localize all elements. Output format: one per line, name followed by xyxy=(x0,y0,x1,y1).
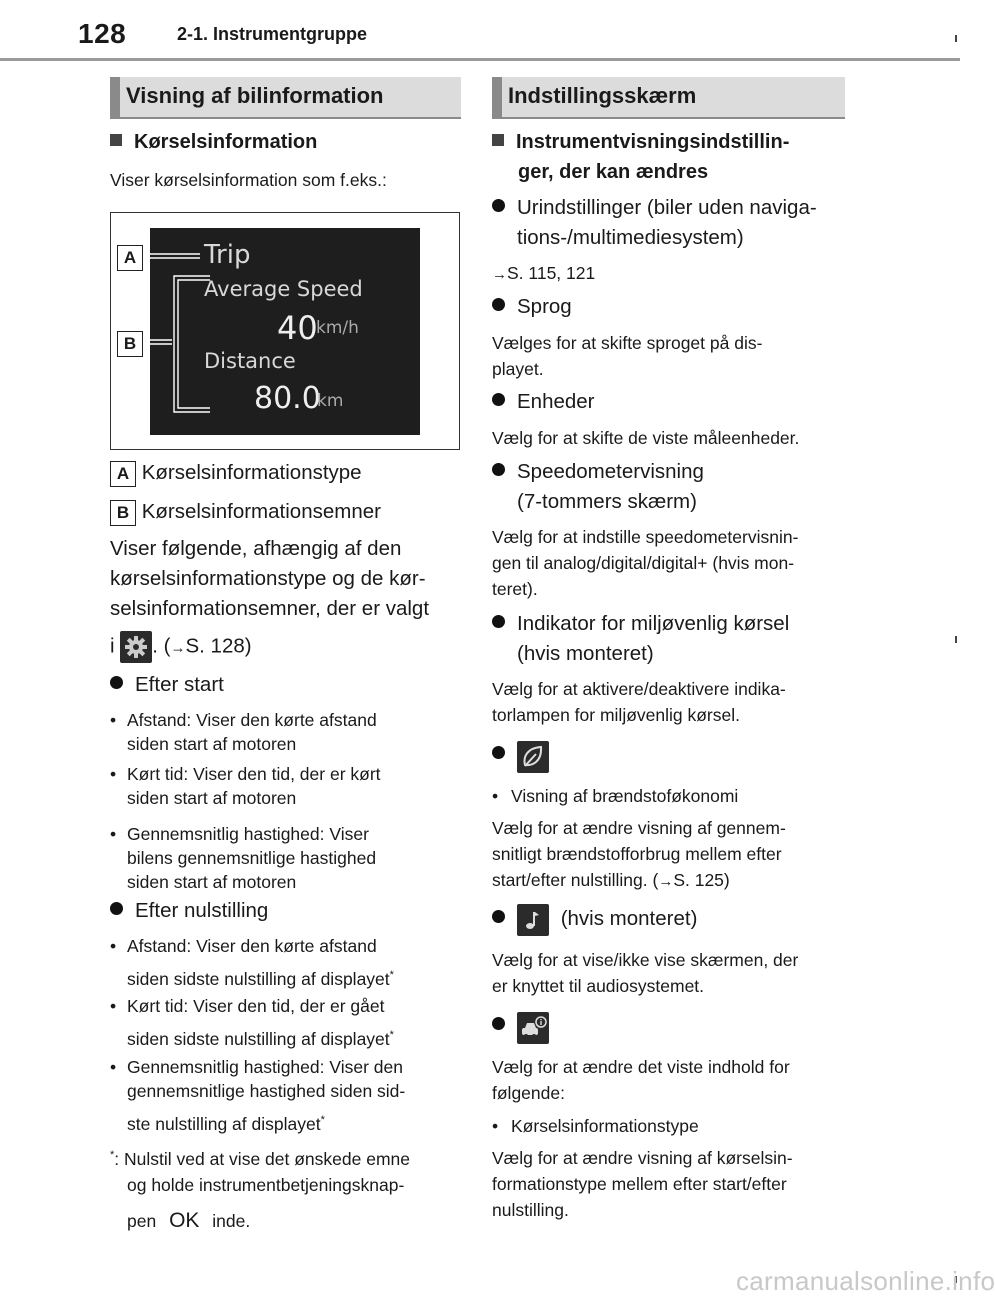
desc-line: torlampen for miljøvenlig kørsel. xyxy=(492,705,740,725)
desc-line: følgende: xyxy=(492,1083,565,1103)
bullet-eco-icon xyxy=(492,741,549,773)
bullet-label: Efter start xyxy=(135,673,224,696)
desc-line: formationstype mellem efter start/efter xyxy=(492,1174,787,1194)
item-line: gennemsnitlige hastighed siden sid- xyxy=(127,1081,406,1101)
desc-line: Vælges for at skifte sproget på dis- xyxy=(492,333,763,353)
bullet-label: tions-/multimediesystem) xyxy=(517,226,744,249)
subsection-label: ger, der kan ændres xyxy=(518,161,709,183)
bullet-icon xyxy=(492,199,505,212)
distance-unit: km xyxy=(317,391,344,411)
bullet-efter-nulstilling xyxy=(110,896,268,926)
para1-line2: kørselsinformationstype og de kør- xyxy=(110,567,426,590)
bullet-label: Urindstillinger (biler uden naviga- xyxy=(517,196,817,219)
para1-line1: Viser følgende, afhængig af den xyxy=(110,537,402,560)
bullet-icon xyxy=(492,615,505,628)
bullet-urindstillinger xyxy=(492,193,817,253)
para1-line4 xyxy=(110,631,252,663)
ok-button-icon: OK xyxy=(169,1208,200,1232)
bullet-label: (7-tommers skærm) xyxy=(517,490,697,513)
bullet-icon xyxy=(492,1017,505,1030)
bullet-label: (hvis monteret) xyxy=(560,907,698,931)
bullet-efter-start xyxy=(110,670,224,700)
bullet-label: Speedometervisning xyxy=(517,460,704,483)
bullet-label: Enheder xyxy=(517,390,595,413)
legend-b-text: Kørselsinformationsemner xyxy=(141,500,381,523)
bullet-icon xyxy=(492,393,505,406)
nulstil-item-3: • Gennemsnitlig hastighed: Viser den gennemsnitlige hastighed siden sid- ste nulstilling af displayet* xyxy=(110,1057,406,1134)
desc-line: nulstilling. xyxy=(492,1200,569,1220)
distance-label: Distance xyxy=(204,349,296,373)
desc-vehicle-info xyxy=(492,1054,790,1106)
callout-a: A xyxy=(117,245,143,271)
section-title-right: Indstillingsskærm xyxy=(492,77,845,119)
footnote-line: inde. xyxy=(212,1210,251,1231)
avg-speed-unit: km/h xyxy=(316,318,359,338)
item-line: Afstand: Viser den kørte afstand xyxy=(127,936,377,956)
desc-vehicle-info-2 xyxy=(492,1145,793,1223)
ref-urindstillinger xyxy=(492,260,595,288)
bullet-vehicle-info xyxy=(492,1012,549,1044)
arrow-icon: → xyxy=(170,639,186,657)
desc-line: snitligt brændstofforbrug mellem efter xyxy=(492,844,782,864)
text-fragment: . ( xyxy=(152,634,171,658)
eco-item: • Visning af brændstoføkonomi xyxy=(492,786,739,806)
avg-speed-label: Average Speed xyxy=(204,277,363,301)
watermark: carmanualsonline.info xyxy=(736,1266,995,1296)
bullet-icon xyxy=(492,298,505,311)
subsection-label: Instrumentvisningsindstillin- xyxy=(516,131,790,153)
trip-label: Trip xyxy=(204,240,251,270)
page-ref: S. 115, 121 xyxy=(507,263,596,283)
edge-mark xyxy=(955,35,957,42)
item-line: siden sidste nulstilling af displayet xyxy=(127,968,390,989)
desc-sprog xyxy=(492,330,762,382)
item-line: Kørselsinformationstype xyxy=(511,1116,699,1136)
bullet-icon xyxy=(110,676,123,689)
list-item: • Gennemsnitlig hastighed: Viser bilens gennemsnitlige hastighed siden start af motoren xyxy=(110,824,377,892)
desc-line: Vælg for at vise/ikke vise skærmen, der xyxy=(492,950,799,970)
page-number: 128 xyxy=(78,18,127,49)
item-line: Afstand: Viser den kørte afstand xyxy=(127,710,377,730)
bullet-label: Efter nulstilling xyxy=(135,899,269,922)
item-line: siden sidste nulstilling af displayet xyxy=(127,1028,390,1049)
asterisk: * xyxy=(389,1029,394,1041)
item-line: Visning af brændstoføkonomi xyxy=(511,786,739,806)
vehicle-info-icon xyxy=(517,1012,549,1044)
legend-b-box: B xyxy=(110,500,136,526)
desc-line: teret). xyxy=(492,579,538,599)
footnote-line: Nulstil ved at vise det ønskede emne xyxy=(124,1148,410,1169)
bullet-label: Indikator for miljøvenlig kørsel xyxy=(517,612,790,635)
asterisk: * xyxy=(110,1149,115,1161)
item-line: ste nulstilling af displayet xyxy=(127,1113,321,1134)
item-line: siden start af motoren xyxy=(127,734,297,754)
desc-eco-indicator xyxy=(492,676,786,728)
footnote-line: pen xyxy=(127,1210,157,1231)
intro-text: Viser kørselsinformation som f.eks.: xyxy=(110,170,387,190)
desc-line: start/efter nulstilling. ( xyxy=(492,870,659,890)
desc-speedometer xyxy=(492,524,798,602)
arrow-icon: → xyxy=(492,266,507,283)
item-line: Gennemsnitlig hastighed: Viser xyxy=(127,824,369,844)
nulstil-item-1: • Afstand: Viser den kørte afstand siden sidste nulstilling af displayet* xyxy=(110,936,394,989)
bullet-speedometer xyxy=(492,457,704,517)
desc-fuel-economy xyxy=(492,815,786,895)
desc-audio xyxy=(492,947,798,999)
avg-speed-value: 40 xyxy=(277,309,318,347)
section-title-left: Visning af bilinformation xyxy=(110,77,461,119)
legend-a-text: Kørselsinformationstype xyxy=(141,461,362,484)
desc-line: er knyttet til audiosystemet. xyxy=(492,976,705,996)
bullet-icon xyxy=(110,902,123,915)
item-line: Kørt tid: Viser den tid, der er kørt xyxy=(127,764,381,784)
legend-a xyxy=(110,458,362,488)
leaf-icon xyxy=(517,741,549,773)
bullet-icon xyxy=(492,463,505,476)
item-line: siden start af motoren xyxy=(127,788,297,808)
list-item: • Kørt tid: Viser den tid, der er kørt siden start af motoren xyxy=(110,764,381,808)
bullet-label: Sprog xyxy=(517,295,572,318)
bullet-eco-indicator xyxy=(492,609,789,669)
desc-line: Vælg for at indstille speedometervisnin- xyxy=(492,527,799,547)
bullet-audio xyxy=(492,904,697,936)
text-fragment: i xyxy=(110,634,115,658)
item-line: Kørt tid: Viser den tid, der er gået xyxy=(127,996,385,1016)
asterisk: * xyxy=(389,969,394,981)
footnote-line: og holde instrumentbetjeningsknap- xyxy=(127,1174,405,1195)
music-note-icon xyxy=(517,904,549,936)
header-divider xyxy=(0,58,960,61)
vehicle-info-item: • Kørselsinformationstype xyxy=(492,1116,699,1136)
desc-line: Vælg for at ændre visning af gennem- xyxy=(492,818,786,838)
subsection-title-right xyxy=(492,127,789,187)
gear-icon xyxy=(120,631,152,663)
chapter-title: 2-1. Instrumentgruppe xyxy=(177,24,368,44)
page-ref: S. 125) xyxy=(673,870,730,890)
desc-line: Vælg for at ændre det viste indhold for xyxy=(492,1057,790,1077)
distance-value: 80.0 xyxy=(254,381,321,416)
edge-mark xyxy=(955,636,957,643)
subsection-label: Kørselsinformation xyxy=(134,131,318,153)
square-bullet-icon xyxy=(110,134,122,146)
desc-line: gen til analog/digital/digital+ (hvis mon- xyxy=(492,553,795,573)
desc-line: playet. xyxy=(492,359,544,379)
callout-b: B xyxy=(117,331,143,357)
square-bullet-icon xyxy=(492,134,504,146)
arrow-icon: → xyxy=(658,873,674,890)
page-ref: S. 128) xyxy=(185,634,252,658)
asterisk: * xyxy=(320,1114,325,1126)
footnote: *: Nulstil ved at vise det ønskede emne og holde instrumentbetjeningsknap- pen OK inde. xyxy=(110,1148,410,1232)
bullet-icon xyxy=(492,746,505,759)
nulstil-item-2: • Kørt tid: Viser den tid, der er gået siden sidste nulstilling af displayet* xyxy=(110,996,394,1049)
desc-line: Vælg for at aktivere/deaktivere indika- xyxy=(492,679,786,699)
desc-line: Vælg for at ændre visning af kørselsin- xyxy=(492,1148,793,1168)
para1-line3: selsinformationsemner, der er valgt xyxy=(110,597,430,620)
legend-b xyxy=(110,497,381,527)
bullet-icon xyxy=(492,910,505,923)
desc-enheder: Vælg for at skifte de viste måleenheder. xyxy=(492,428,800,448)
bullet-enheder xyxy=(492,387,595,417)
legend-a-box: A xyxy=(110,461,136,487)
bullet-sprog xyxy=(492,292,572,322)
item-line: Gennemsnitlig hastighed: Viser den xyxy=(127,1057,403,1077)
list-item: • Afstand: Viser den kørte afstand siden start af motoren xyxy=(110,710,377,754)
bullet-label: (hvis monteret) xyxy=(517,642,654,665)
item-line: bilens gennemsnitlige hastighed xyxy=(127,848,377,868)
subsection-title-left xyxy=(110,127,317,157)
item-line: siden start af motoren xyxy=(127,872,297,892)
